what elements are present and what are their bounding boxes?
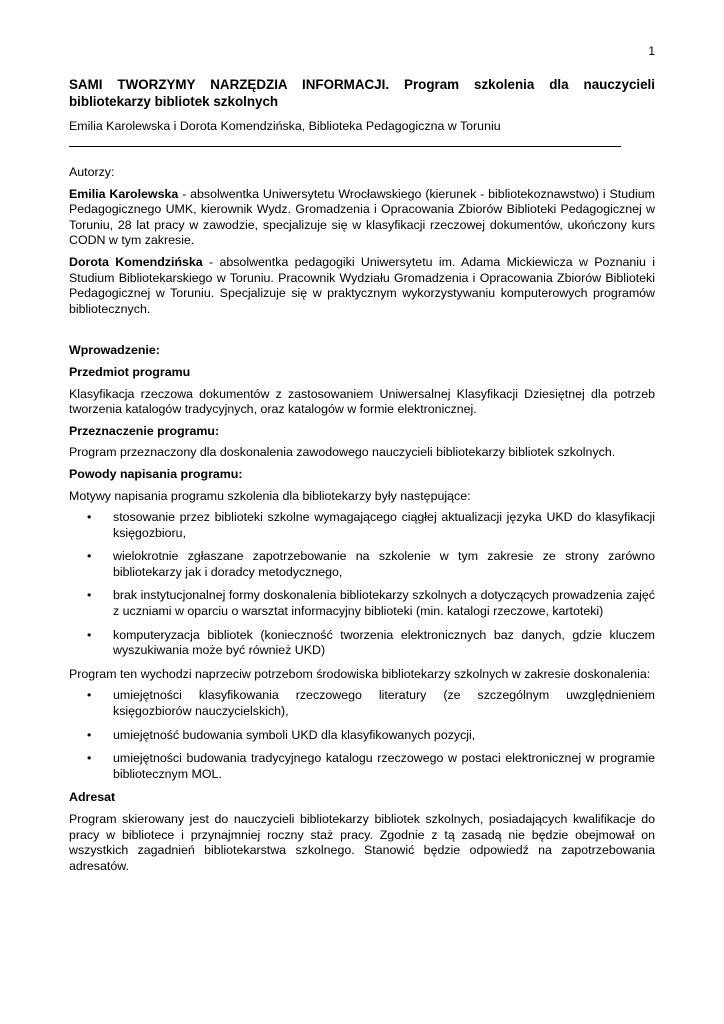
page-number: 1 <box>648 44 655 58</box>
intro-heading: Wprowadzenie: <box>69 343 160 358</box>
list-item <box>69 751 655 782</box>
author-name: Emilia Karolewska <box>69 186 179 201</box>
document-title: SAMI TWORZYMY NARZĘDZIA INFORMACJI. Program szkolenia dla nauczycieli bibliotekarzy bibliotek szkolnych <box>69 77 655 109</box>
author-bio <box>69 255 655 317</box>
subject-heading: Przedmiot programu <box>69 364 191 379</box>
header-divider <box>69 146 621 147</box>
list-item-text: umiejętność budowania symboli UKD dla klasyfikowanych pozycji, <box>113 727 476 742</box>
bullet-icon: • <box>87 751 92 766</box>
subject-text: Klasyfikacja rzeczowa dokumentów z zastosowaniem Uniwersalnej Klasyfikacji Dziesiętnej dla potrzeb tworzenia katalogów tradycyjnych, oraz katalogów w formie elektronicznej. <box>69 386 655 417</box>
document-body <box>69 165 655 880</box>
list-item <box>69 688 655 719</box>
list-item-text: umiejętności klasyfikowania rzeczowego literatury (ze szczególnym uwzględnieniem księgozbiorów nauczycielskich), <box>113 688 655 719</box>
list-item-text: umiejętności budowania tradycyjnego katalogu rzeczowego w postaci elektronicznej w programie bibliotecznym MOL. <box>113 751 655 781</box>
bullet-icon: • <box>87 688 92 703</box>
list-item <box>69 628 655 659</box>
section-gap <box>69 323 655 343</box>
audience-heading: Adresat <box>69 790 116 805</box>
author-description: - absolwentka Uniwersytetu Wrocławskiego (kierunek - bibliotekoznawstwo) i Studium Pedagogicznego UMK, kierownik Wydz. Gromadzenia i Opracowania Zbiorów Biblioteki Pedagogicznej w Toruniu, 28 lat pracy w zawodzie, specjalizuje się w klasyfikacji rzeczowej dokumentów, ukończony kurs CODN w tym zakresie. <box>69 186 655 248</box>
authors-heading: Autorzy: <box>69 165 115 179</box>
bullet-icon: • <box>87 627 92 642</box>
bullet-icon: • <box>87 727 92 742</box>
list-item-text: brak instytucjonalnej formy doskonalenia bibliotekarzy szkolnych a dotyczących prowadzenia zajęć z uczniami w oparciu o warsztat informacyjny biblioteki (min. katalogi rzeczowe, kartoteki) <box>113 588 655 619</box>
byline: Emilia Karolewska i Dorota Komendzińska, Biblioteka Pedagogiczna w Toruniu <box>69 119 501 133</box>
author-bio <box>69 187 655 249</box>
author-name: Dorota Komendzińska <box>69 254 203 269</box>
list-item <box>69 510 655 541</box>
list-item-text: komputeryzacja bibliotek (konieczność tworzenia elektronicznych baz danych, gdzie kluczem wyszukiwania może być również UKD) <box>113 627 655 658</box>
bullet-icon: • <box>87 549 92 564</box>
reasons-heading: Powody napisania programu: <box>69 466 243 481</box>
needs-intro: Program ten wychodzi naprzeciw potrzebom środowiska bibliotekarzy szkolnych w zakresie doskonalenia: <box>69 666 651 681</box>
reasons-intro: Motywy napisania programu szkolenia dla bibliotekarzy były następujące: <box>69 488 471 503</box>
list-item <box>69 549 655 580</box>
bullet-icon: • <box>87 510 92 525</box>
list-item <box>69 728 655 744</box>
audience-text: Program skierowany jest do nauczycieli bibliotekarzy bibliotek szkolnych, posiadających kwalifikacje do pracy w bibliotece i przynajmniej roczny staż pracy. Zgodnie z tą zasadą nie będzie obejmował on wszystkich zagadnień bibliotekarstwa szkolnego. Stanowić będzie odpowiedź na zapotrzebowania adresatów. <box>69 812 655 873</box>
author-description: - absolwentka pedagogiki Uniwersytetu im. Adama Mickiewicza w Poznaniu i Studium Bibliotekarskiego w Toruniu. Pracownik Wydziału Gromadzenia i Opracowania Zbiorów Biblioteki Pedagogicznej w Toruniu. Specjalizuje się w praktycznym wykorzystywaniu komputerowych programów bibliotecznych. <box>69 254 655 316</box>
needs-list <box>69 688 655 782</box>
purpose-text: Program przeznaczony dla doskonalenia zawodowego nauczycieli bibliotekarzy bibliotek szkolnych. <box>69 445 616 460</box>
purpose-heading: Przeznaczenie programu: <box>69 423 220 438</box>
list-item-text: stosowanie przez biblioteki szkolne wymagającego ciągłej aktualizacji języka UKD do klasyfikacji księgozbioru, <box>113 510 655 540</box>
reasons-list <box>69 510 655 659</box>
list-item-text: wielokrotnie zgłaszane zapotrzebowanie na szkolenie w tym zakresie ze strony zarówno bibliotekarzy jak i doradcy metodycznego, <box>113 549 655 579</box>
bullet-icon: • <box>87 588 92 603</box>
list-item <box>69 588 655 619</box>
